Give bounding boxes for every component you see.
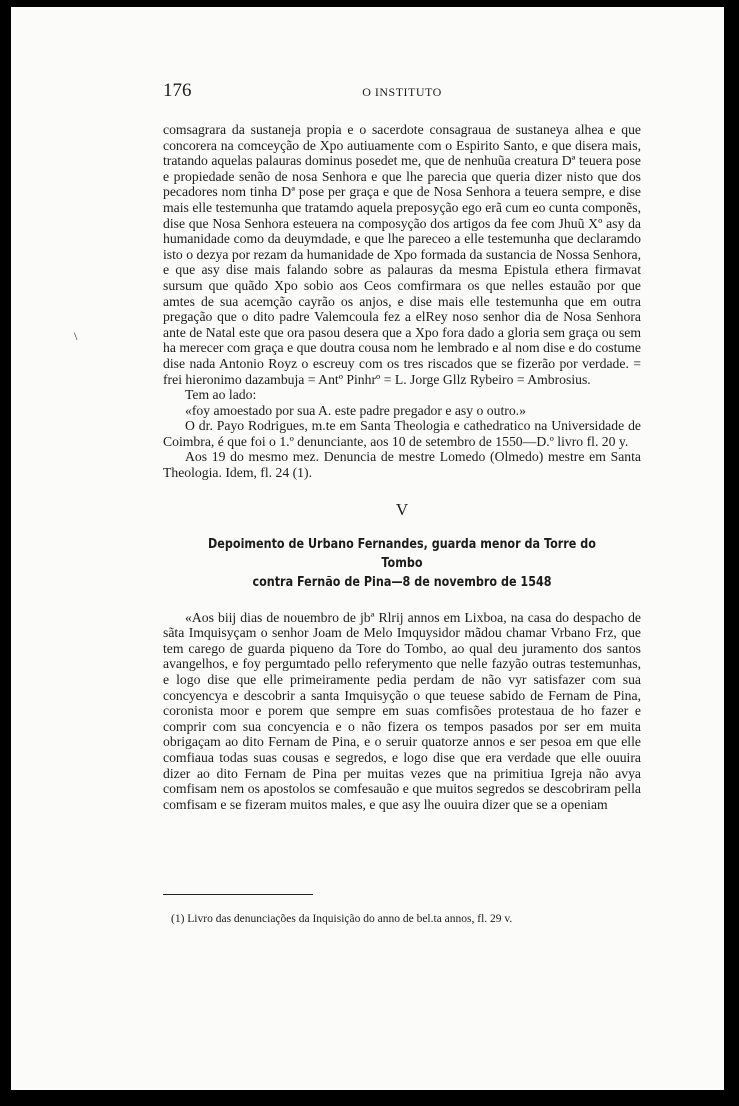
- paragraph: Tem ao lado:: [185, 387, 257, 403]
- paragraph: «Aos biij dias de nouembro de jbª Rlrij annos em Lixboa, na casa do despacho de sãta Imquisyçam o senhor Joam de Melo Imquysidor mãdou chamar Vrbano Frz, que tem carego de guarda piqueno da Tore do Tombo, ao qual deu juramento dos santos avangelhos, e foy pergumtado pello referymento que nelle fazyão outras testemunhas, e logo dise que elle primeiramente pedia perdam de não vyr satisfazer com sua concyencya e descobrir a santa Imquisyção o que teuese sabido de Fernam de Pina, coronista moor e porem que sempre em suas comfisões protestaua de ho fazer e comprir com sua concyencia e o não fizera os tempos pasados por ser em muita obrigaçam ao dito Fernam de Pina, e o seruir quatorze annos e ser pesoa em que elle comfiaua todas suas cousas e segredos, e logo dise que era verdade que elle ouuira dizer ao dito Fernam de Pina per muitas vezes que na primitiua Igreja não avya comfisam nem os apostolos se comfesauão e que muitos segredos se descobriram pella comfisam e se fizeram muitos males, e que asy lhe ouuira dizer que se a openiam: [163, 609, 641, 812]
- section-title-line: contra Fernão de Pina—8 de novembro de 1548: [252, 574, 552, 590]
- page: [11, 7, 724, 1090]
- paragraph: O dr. Payo Rodrigues, m.te em Santa Theologia e cathedratico na Universidade de Coimbra, é que foi o 1.º denunciante, aos 10 de setembro de 1550—D.º livro fl. 20 y.: [163, 418, 641, 449]
- section-body: [163, 610, 641, 813]
- margin-mark: \: [74, 329, 78, 343]
- paragraph: comsagrara da sustaneja propia e o sacerdote consagraua de sustaneya alhea e que concorera na comceyção de Xpo autiuamente com o Espirito Santo, e que disera mais, tratando aquelas palauras dominus posedet me, que de nenhuũa creatura Dª teuera pose e propiedade senão de nosa Senhora e que lhe parecia que queria dizer nisto que dos pecadores nom tinha Dª pose per graça e que de Nosa Senhora a teuera sempre, e dise mais elle testemunha que tratamdo aquela preposyção ego erã cum eo cunta componẽs, dise que Nosa Senhora esteuera na composyção dos artigos da fee com Jhuũ Xº asy da humanidade como da deuymdade, e que lhe pareceo a elle testemunha que declaramdo isto o dezya por rezam da humanidade de Xpo formada da sustancia de Nossa Senhora, e que asy dise mais falando sobre as palauras da mesma Epistula ethera firmavat sursum que quãdo Xpo sobio aos Ceos comfirmara os que nelles estauão por que amtes de sua acemção cayrão os anjos, e dise mais elle testemunha que em outra pregação que o dito padre Valemcoula fez a elRey noso senhor dia de Nosa Senhora ante de Natal este que ora pasou desera que a Xpo fora dado a gloria sem graça ou sem ha merecer com graça e que doutra cousa nom he lembrado e al nom dise e do costume dise nada Antonio Royz o escreuy com os tres riscados que se fizerão por verdade. = frei hieronimo dazambuja = Antº Pinhrº = L. Jorge Gllz Rybeiro = Ambrosius.: [163, 122, 641, 387]
- paragraph: Aos 19 do mesmo mez. Denuncia de mestre Lomedo (Olmedo) mestre em Santa Theologia. Idem, fl. 24 (1).: [163, 449, 641, 481]
- header: [163, 80, 641, 102]
- running-title: O INSTITUTO: [362, 85, 442, 99]
- section-title: [196, 535, 607, 592]
- footnote-rule: [163, 894, 313, 895]
- section-title-line: Depoimento de Urbano Fernandes, guarda menor da Torre do Tombo: [208, 536, 596, 571]
- footnote: (1) Livro das denunciações da Inquisição do anno de bel.ta annos, fl. 29 v.: [171, 913, 513, 925]
- paragraph: «foy amoestado por sua A. este padre pregador e asy o outro.»: [185, 402, 526, 418]
- section-numeral: V: [395, 499, 409, 519]
- page-number: 176: [163, 80, 192, 101]
- body-text: [163, 122, 641, 812]
